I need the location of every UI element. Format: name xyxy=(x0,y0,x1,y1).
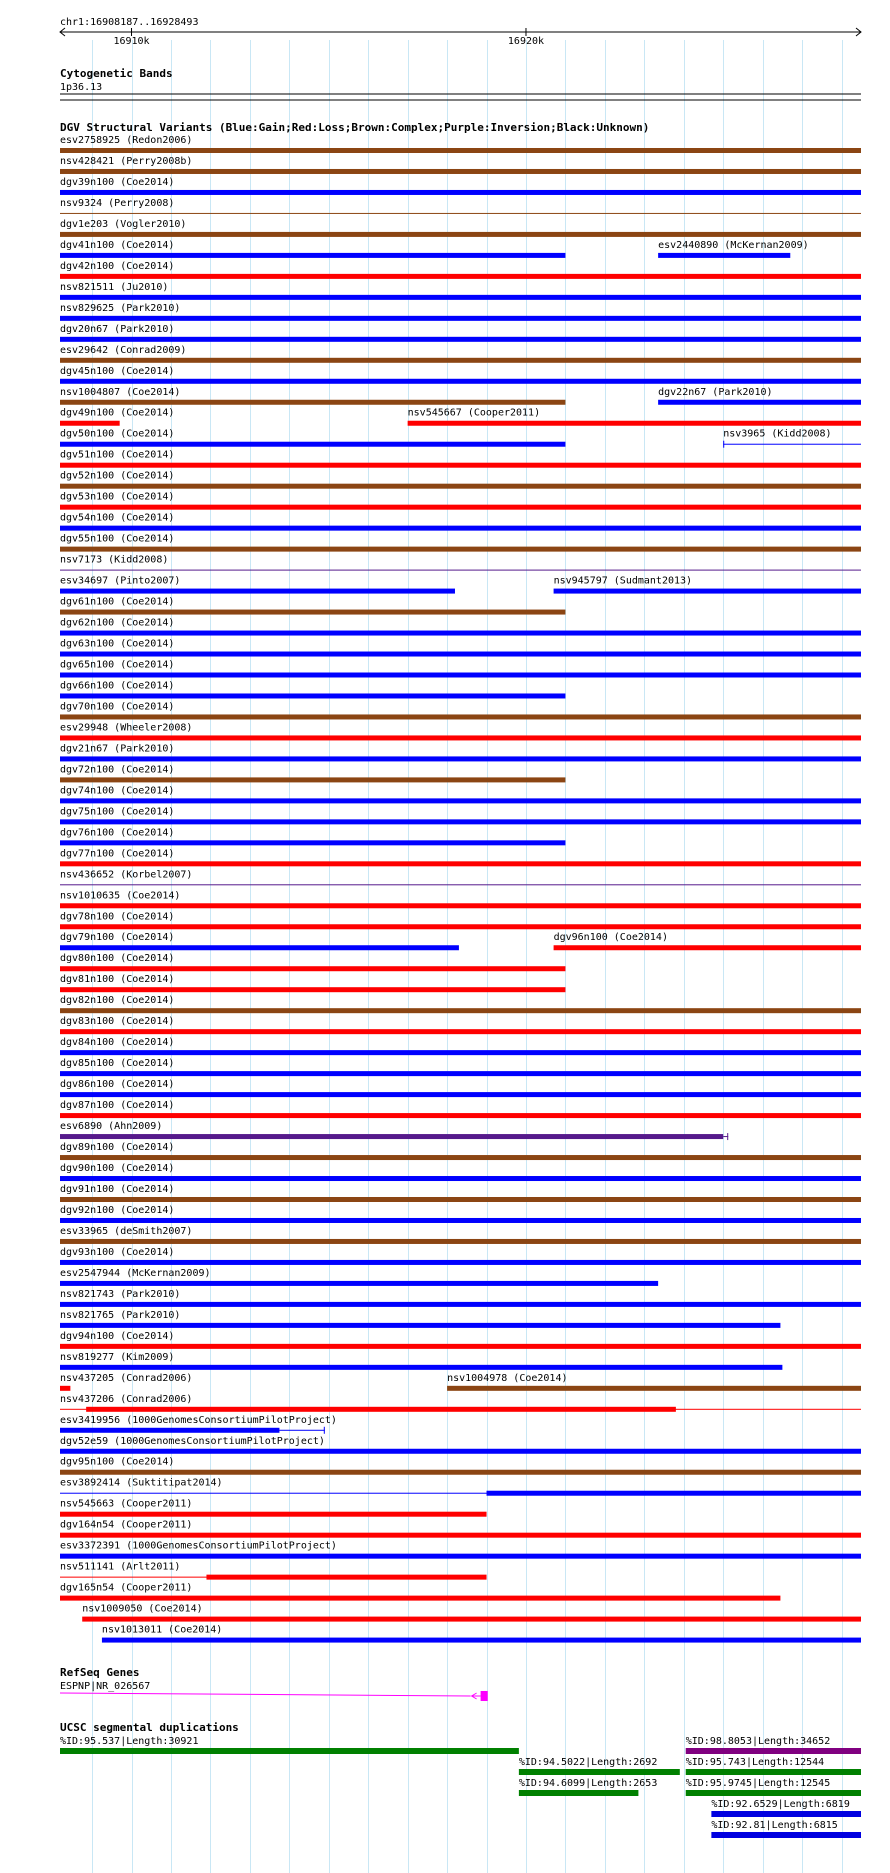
structural-variant[interactable] xyxy=(60,1226,861,1244)
variant-bar xyxy=(60,652,861,657)
structural-variant[interactable] xyxy=(60,219,861,237)
variant-bar xyxy=(60,693,565,698)
structural-variant[interactable] xyxy=(60,429,565,447)
variant-bar xyxy=(60,1134,723,1139)
variant-label: dgv22n67 (Park2010) xyxy=(658,386,773,398)
variant-label: dgv165n54 (Cooper2011) xyxy=(60,1582,193,1594)
structural-variant[interactable] xyxy=(554,932,861,950)
variant-label: dgv82n100 (Coe2014) xyxy=(60,995,175,1007)
variant-bar xyxy=(60,1365,782,1370)
variant-label: dgv81n100 (Coe2014) xyxy=(60,974,175,986)
variant-tail xyxy=(279,1430,324,1431)
variant-label: dgv94n100 (Coe2014) xyxy=(60,1330,175,1342)
segmental-duplication[interactable] xyxy=(519,1757,680,1775)
ruler-tick-label: 16920k xyxy=(507,36,545,47)
variant-bar xyxy=(60,1302,861,1307)
variant-bar xyxy=(102,1638,861,1643)
segmental-duplication[interactable] xyxy=(519,1778,657,1796)
segdup-label: %ID:95.9745|Length:12545 xyxy=(685,1778,831,1789)
refseq-track-title: RefSeq Genes xyxy=(60,1666,140,1679)
variant-bar xyxy=(60,903,861,908)
structural-variant[interactable] xyxy=(60,1184,861,1202)
structural-variant[interactable] xyxy=(60,576,455,594)
variant-label: dgv70n100 (Coe2014) xyxy=(60,701,175,713)
structural-variant[interactable] xyxy=(60,1457,861,1475)
variant-bar xyxy=(60,966,565,971)
structural-variant[interactable] xyxy=(60,1289,861,1307)
variant-label: nsv3965 (Kidd2008) xyxy=(723,428,832,440)
variant-bar xyxy=(60,861,861,866)
structural-variant[interactable] xyxy=(60,701,861,719)
structural-variant[interactable] xyxy=(60,492,861,510)
variant-bar xyxy=(60,1029,861,1034)
structural-variant[interactable] xyxy=(60,1331,861,1349)
structural-variant[interactable] xyxy=(60,953,565,971)
variant-label: esv2547944 (McKernan2009) xyxy=(60,1267,211,1279)
variant-label: esv2758925 (Redon2006) xyxy=(60,135,193,146)
segdup-bar xyxy=(686,1748,861,1754)
variant-bar xyxy=(60,1533,861,1538)
variant-bar xyxy=(60,1596,780,1601)
variant-bar xyxy=(60,1155,861,1160)
variant-label: dgv83n100 (Coe2014) xyxy=(60,1016,175,1028)
variant-bar xyxy=(60,295,861,300)
variant-bar xyxy=(60,673,861,678)
structural-variant[interactable] xyxy=(60,534,861,552)
segdup-bar xyxy=(711,1811,861,1817)
structural-variant[interactable] xyxy=(658,387,861,405)
cytoband-label: 1p36.13 xyxy=(60,82,103,93)
variant-label: dgv61n100 (Coe2014) xyxy=(60,596,175,608)
variant-label: dgv21n67 (Park2010) xyxy=(60,743,175,755)
variant-label: dgv95n100 (Coe2014) xyxy=(60,1456,175,1468)
structural-variant[interactable] xyxy=(447,1373,861,1391)
structural-variant[interactable] xyxy=(60,974,565,992)
variant-bar xyxy=(60,463,861,468)
structural-variant[interactable] xyxy=(60,1037,861,1055)
variant-bar xyxy=(487,1491,861,1496)
segdup-label: %ID:95.743|Length:12544 xyxy=(685,1757,825,1768)
position-label: chr1:16908187..16928493 xyxy=(60,17,199,28)
structural-variant[interactable] xyxy=(60,303,861,321)
variant-label: dgv80n100 (Coe2014) xyxy=(60,953,175,965)
variant-label: dgv42n100 (Coe2014) xyxy=(60,260,175,272)
variant-label: dgv76n100 (Coe2014) xyxy=(60,827,175,839)
variant-bar xyxy=(60,1218,861,1223)
variant-bar xyxy=(60,547,861,552)
structural-variant[interactable] xyxy=(102,1625,861,1643)
gene-label: ESPNP|NR_026567 xyxy=(60,1681,151,1692)
variant-label: dgv1e203 (Vogler2010) xyxy=(60,218,187,230)
variant-label: dgv74n100 (Coe2014) xyxy=(60,785,175,797)
variant-label: dgv52n100 (Coe2014) xyxy=(60,470,175,482)
structural-variant[interactable] xyxy=(60,1100,861,1118)
variant-bar xyxy=(60,190,861,195)
segmental-duplication[interactable] xyxy=(686,1757,861,1775)
variant-bar xyxy=(60,735,861,740)
variant-bar xyxy=(60,400,565,405)
variant-bar xyxy=(60,798,861,803)
variant-bar xyxy=(447,1386,861,1391)
segdup-bar xyxy=(711,1832,861,1838)
variant-bar xyxy=(60,945,459,950)
variant-label: esv29948 (Wheeler2008) xyxy=(60,722,193,734)
variant-label: esv3419956 (1000GenomesConsortiumPilotProject) xyxy=(60,1414,337,1426)
structural-variant[interactable] xyxy=(60,806,861,824)
variant-label: dgv52e59 (1000GenomesConsortiumPilotProject) xyxy=(60,1435,325,1447)
variant-label: esv6890 (Ahn2009) xyxy=(60,1121,163,1133)
variant-bar xyxy=(554,589,861,594)
variant-bar xyxy=(60,379,861,384)
variant-label: nsv1013011 (Coe2014) xyxy=(101,1624,223,1636)
variant-label: nsv1009050 (Coe2014) xyxy=(82,1603,203,1615)
structural-variant[interactable] xyxy=(60,932,459,950)
structural-variant[interactable] xyxy=(60,639,861,657)
segdup-label: %ID:92.6529|Length:6819 xyxy=(711,1799,850,1810)
variant-label: nsv821765 (Park2010) xyxy=(60,1309,181,1321)
structural-variant[interactable] xyxy=(723,429,861,448)
variant-end-tick xyxy=(324,1427,325,1434)
variant-bar xyxy=(60,1470,861,1475)
segdup-label: %ID:95.537|Length:30921 xyxy=(60,1736,199,1747)
cytoband-track-title: Cytogenetic Bands xyxy=(60,67,173,80)
gene-intron-line xyxy=(60,1693,471,1696)
variant-label: dgv20n67 (Park2010) xyxy=(60,323,175,335)
variant-label: esv34697 (Pinto2007) xyxy=(60,575,181,587)
variant-label: nsv1004807 (Coe2014) xyxy=(60,386,181,398)
variant-label: dgv55n100 (Coe2014) xyxy=(60,533,175,545)
variant-label: dgv93n100 (Coe2014) xyxy=(60,1246,175,1258)
variant-label: dgv54n100 (Coe2014) xyxy=(60,512,175,524)
variant-bar xyxy=(60,714,861,719)
dgv-track xyxy=(60,121,861,1643)
structural-variant[interactable] xyxy=(60,1205,861,1223)
variant-bar xyxy=(60,1260,861,1265)
ruler-tick-label: 16910k xyxy=(113,36,150,47)
variant-label: dgv78n100 (Coe2014) xyxy=(60,911,175,923)
structural-variant[interactable] xyxy=(554,576,861,594)
variant-bar xyxy=(60,924,861,929)
structural-variant[interactable] xyxy=(60,1436,861,1454)
structural-variant[interactable] xyxy=(60,911,861,929)
variant-bar xyxy=(60,1008,861,1013)
variant-label: nsv436652 (Korbel2007) xyxy=(60,869,193,881)
variant-bar xyxy=(60,442,565,447)
variant-bar xyxy=(60,1554,861,1559)
structural-variant[interactable] xyxy=(60,743,861,761)
structural-variant[interactable] xyxy=(60,177,861,195)
variant-label: nsv945797 (Sudmant2013) xyxy=(553,575,693,587)
structural-variant[interactable] xyxy=(60,135,861,153)
variant-line xyxy=(60,213,861,214)
variant-bar xyxy=(60,1197,861,1202)
structural-variant[interactable] xyxy=(658,240,809,258)
structural-variant[interactable] xyxy=(60,785,861,803)
structural-variant[interactable] xyxy=(60,408,174,426)
structural-variant[interactable] xyxy=(60,1058,861,1076)
structural-variant[interactable] xyxy=(60,680,565,698)
variant-label: nsv821511 (Ju2010) xyxy=(60,281,169,293)
structural-variant[interactable] xyxy=(60,366,861,384)
structural-variant[interactable] xyxy=(60,869,861,885)
structural-variant[interactable] xyxy=(60,513,861,531)
variant-label: dgv85n100 (Coe2014) xyxy=(60,1058,175,1070)
variant-bar xyxy=(60,1428,279,1433)
structural-variant[interactable] xyxy=(60,198,861,214)
variant-line xyxy=(723,444,861,445)
structural-variant[interactable] xyxy=(60,618,861,636)
variant-bar xyxy=(60,1344,861,1349)
variant-bar xyxy=(554,945,861,950)
variant-label: nsv1004978 (Coe2014) xyxy=(447,1372,568,1384)
structural-variant[interactable] xyxy=(60,848,861,866)
variant-bar xyxy=(60,1239,861,1244)
segdup-bar xyxy=(519,1790,639,1796)
variant-start-tick xyxy=(723,441,724,448)
variant-bar xyxy=(60,232,861,237)
structural-variant[interactable] xyxy=(82,1604,861,1622)
structural-variant[interactable] xyxy=(60,722,861,740)
cytoband-track xyxy=(60,67,861,100)
variant-label: nsv545667 (Cooper2011) xyxy=(407,407,541,419)
variant-bar xyxy=(60,1323,780,1328)
segdup-label: %ID:94.5022|Length:2692 xyxy=(518,1757,658,1768)
structural-variant[interactable] xyxy=(60,387,565,405)
variant-label: dgv41n100 (Coe2014) xyxy=(60,239,175,251)
segdup-label: %ID:98.8053|Length:34652 xyxy=(685,1736,831,1747)
refseq-track xyxy=(60,1666,488,1701)
structural-variant[interactable] xyxy=(60,1310,780,1328)
variant-label: dgv49n100 (Coe2014) xyxy=(60,407,175,419)
variant-label: dgv53n100 (Coe2014) xyxy=(60,491,175,503)
structural-variant[interactable] xyxy=(60,282,861,300)
segdup-track-title: UCSC segmental duplications xyxy=(60,1721,239,1734)
variant-bar xyxy=(82,1617,861,1622)
variant-label: dgv89n100 (Coe2014) xyxy=(60,1142,175,1154)
variant-label: nsv1010635 (Coe2014) xyxy=(60,890,181,902)
variant-label: nsv545663 (Cooper2011) xyxy=(60,1498,193,1510)
segmental-duplication[interactable] xyxy=(711,1820,861,1838)
variant-label: dgv62n100 (Coe2014) xyxy=(60,617,175,629)
structural-variant[interactable] xyxy=(60,1373,192,1391)
segdup-bar xyxy=(60,1748,519,1754)
variant-label: nsv9324 (Perry2008) xyxy=(60,197,175,209)
variant-bar xyxy=(60,631,861,636)
segdup-label: %ID:94.6099|Length:2653 xyxy=(518,1778,658,1789)
variant-label: dgv66n100 (Coe2014) xyxy=(60,680,175,692)
variant-bar xyxy=(60,756,861,761)
variant-bar xyxy=(60,589,455,594)
gene-exon xyxy=(481,1691,488,1701)
variant-bar xyxy=(60,274,861,279)
variant-bar xyxy=(658,253,790,258)
structural-variant[interactable] xyxy=(60,555,861,571)
variant-bar xyxy=(60,1050,861,1055)
structural-variant[interactable] xyxy=(60,995,861,1013)
variant-label: nsv819277 (Kim2009) xyxy=(60,1351,175,1363)
structural-variant[interactable] xyxy=(60,597,565,615)
variant-label: dgv87n100 (Coe2014) xyxy=(60,1100,175,1112)
variant-label: nsv437206 (Conrad2006) xyxy=(60,1393,193,1405)
variant-bar xyxy=(60,1176,861,1181)
variant-bar xyxy=(60,316,861,321)
structural-variant[interactable] xyxy=(60,1583,780,1601)
variant-label: nsv511141 (Arlt2011) xyxy=(60,1561,181,1573)
variant-label: dgv39n100 (Coe2014) xyxy=(60,176,175,188)
variant-label: dgv63n100 (Coe2014) xyxy=(60,638,175,650)
variant-bar xyxy=(60,1281,658,1286)
variant-bar xyxy=(60,337,861,342)
variant-label: dgv45n100 (Coe2014) xyxy=(60,365,175,377)
variant-label: dgv75n100 (Coe2014) xyxy=(60,806,175,818)
variant-label: esv3892414 (Suktitipat2014) xyxy=(60,1477,223,1489)
variant-bar xyxy=(60,610,565,615)
structural-variant[interactable] xyxy=(60,1478,861,1496)
structural-variant[interactable] xyxy=(60,1121,728,1140)
structural-variant[interactable] xyxy=(60,1142,861,1160)
variant-label: esv2440890 (McKernan2009) xyxy=(658,239,809,251)
segdup-track xyxy=(60,1721,861,1838)
segmental-duplication[interactable] xyxy=(711,1799,861,1817)
variant-bar xyxy=(658,400,861,405)
variant-label: dgv90n100 (Coe2014) xyxy=(60,1163,175,1175)
variant-label: dgv77n100 (Coe2014) xyxy=(60,848,175,860)
structural-variant[interactable] xyxy=(60,156,861,174)
variant-label: dgv92n100 (Coe2014) xyxy=(60,1204,175,1216)
structural-variant[interactable] xyxy=(408,408,861,426)
structural-variant[interactable] xyxy=(60,1541,861,1559)
variant-bar xyxy=(60,1449,861,1454)
structural-variant[interactable] xyxy=(60,345,861,363)
structural-variant[interactable] xyxy=(60,471,861,489)
variant-label: nsv437205 (Conrad2006) xyxy=(60,1372,193,1384)
structural-variant[interactable] xyxy=(60,1247,861,1265)
structural-variant[interactable] xyxy=(60,764,565,782)
structural-variant[interactable] xyxy=(60,1016,861,1034)
structural-variant[interactable] xyxy=(60,1499,487,1517)
variant-end-tick xyxy=(727,1133,728,1140)
variant-label: dgv79n100 (Coe2014) xyxy=(60,932,175,944)
structural-variant[interactable] xyxy=(60,261,861,279)
structural-variant[interactable] xyxy=(60,1268,658,1286)
ruler-track xyxy=(60,17,861,47)
variant-line xyxy=(60,570,861,571)
variant-label: dgv50n100 (Coe2014) xyxy=(60,428,175,440)
dgv-track-title: DGV Structural Variants (Blue:Gain;Red:Loss;Brown:Complex;Purple:Inversion;Black:Unknown) xyxy=(60,121,650,134)
structural-variant[interactable] xyxy=(60,1562,487,1580)
variant-bar xyxy=(60,526,861,531)
variant-label: nsv428421 (Perry2008b) xyxy=(60,155,193,167)
variant-bar xyxy=(60,987,565,992)
segmental-duplication[interactable] xyxy=(686,1778,861,1796)
variant-label: dgv65n100 (Coe2014) xyxy=(60,659,175,671)
variant-label: dgv84n100 (Coe2014) xyxy=(60,1037,175,1049)
variant-bar xyxy=(60,1512,487,1517)
variant-label: nsv7173 (Kidd2008) xyxy=(60,554,169,566)
variant-label: esv3372391 (1000GenomesConsortiumPilotProject) xyxy=(60,1540,337,1552)
variant-bar xyxy=(60,253,565,258)
variant-bar xyxy=(60,1071,861,1076)
variant-label: dgv86n100 (Coe2014) xyxy=(60,1079,175,1091)
segdup-label: %ID:92.81|Length:6815 xyxy=(711,1820,838,1831)
variant-bar xyxy=(60,1113,861,1118)
segmental-duplication[interactable] xyxy=(686,1736,861,1754)
structural-variant[interactable] xyxy=(60,324,861,342)
structural-variant[interactable] xyxy=(60,827,565,845)
structural-variant[interactable] xyxy=(60,660,861,678)
variant-label: esv29642 (Conrad2009) xyxy=(60,344,187,356)
variant-bar xyxy=(60,484,861,489)
variant-label: nsv829625 (Park2010) xyxy=(60,302,181,314)
variant-label: esv33965 (deSmith2007) xyxy=(60,1225,193,1237)
variant-label: dgv72n100 (Coe2014) xyxy=(60,764,175,776)
variant-bar xyxy=(60,421,120,426)
variant-bar xyxy=(60,169,861,174)
structural-variant[interactable] xyxy=(60,1394,861,1412)
variant-bar xyxy=(60,819,861,824)
variant-bar xyxy=(60,505,861,510)
variant-label: nsv821743 (Park2010) xyxy=(60,1288,181,1300)
variant-label: dgv96n100 (Coe2014) xyxy=(553,932,668,944)
variant-bar xyxy=(60,1386,70,1391)
refseq-gene[interactable] xyxy=(60,1681,488,1701)
variant-label: dgv91n100 (Coe2014) xyxy=(60,1184,175,1195)
variant-label: dgv164n54 (Cooper2011) xyxy=(60,1519,193,1531)
segdup-bar xyxy=(686,1769,861,1775)
variant-bar xyxy=(206,1575,486,1580)
structural-variant[interactable] xyxy=(60,890,861,908)
structural-variant[interactable] xyxy=(60,1163,861,1181)
variant-line xyxy=(60,884,861,885)
structural-variant[interactable] xyxy=(60,240,565,258)
structural-variant[interactable] xyxy=(60,1415,337,1434)
variant-label: dgv51n100 (Coe2014) xyxy=(60,449,175,461)
variant-bar xyxy=(60,777,565,782)
structural-variant[interactable] xyxy=(60,1520,861,1538)
variant-bar xyxy=(60,1092,861,1097)
structural-variant[interactable] xyxy=(60,450,861,468)
variant-bar xyxy=(60,358,861,363)
structural-variant[interactable] xyxy=(60,1079,861,1097)
variant-bar xyxy=(408,421,861,426)
variant-bar xyxy=(60,840,565,845)
structural-variant[interactable] xyxy=(60,1352,782,1370)
variant-bar xyxy=(60,148,861,153)
variant-bar xyxy=(86,1407,676,1412)
segdup-bar xyxy=(686,1790,861,1796)
segdup-bar xyxy=(519,1769,680,1775)
